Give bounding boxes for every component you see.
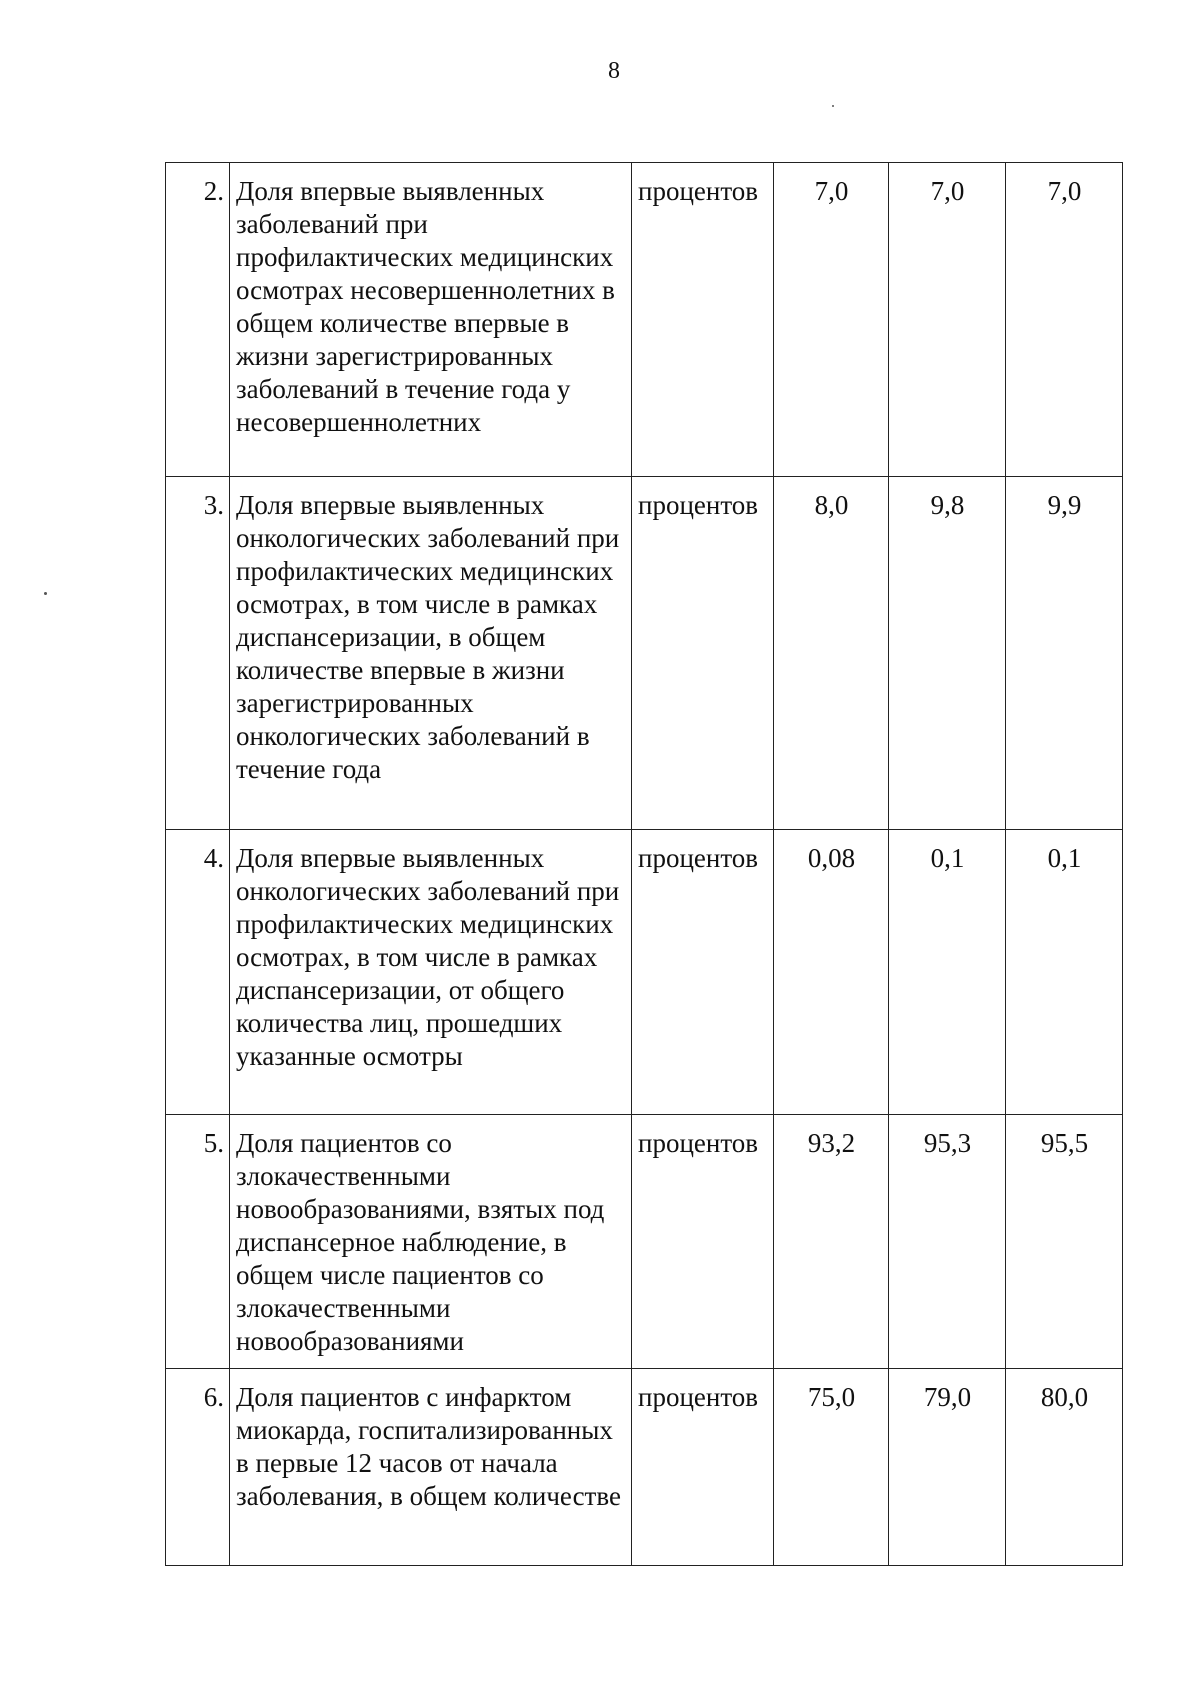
row-number: 3.	[166, 477, 230, 830]
indicator-name: Доля пациентов со злокачественными новообразованиями, взятых под диспансерное наблюдение, в общем числе пациентов со злокачественными новообразованиями	[230, 1115, 632, 1369]
row-number: 4.	[166, 830, 230, 1115]
unit-cell: процентов	[632, 477, 774, 830]
value-cell: 7,0	[774, 163, 889, 477]
indicator-name: Доля пациентов с инфарктом миокарда, госпитализированных в первые 12 часов от начала заболевания, в общем количестве	[230, 1369, 632, 1566]
scan-speck	[44, 592, 47, 595]
unit-cell: процентов	[632, 163, 774, 477]
indicator-name: Доля впервые выявленных онкологических заболеваний при профилактических медицинских осмотрах, в том числе в рамках диспансеризации, в общем количестве впервые в жизни зарегистрированных онкологических заболеваний в течение года	[230, 477, 632, 830]
indicator-name: Доля впервые выявленных онкологических заболеваний при профилактических медицинских осмотрах, в том числе в рамках диспансеризации, от общего количества лиц, прошедших указанные осмотры	[230, 830, 632, 1115]
unit-cell: процентов	[632, 1115, 774, 1369]
value-cell: 8,0	[774, 477, 889, 830]
indicators-table	[165, 162, 1123, 1566]
value-cell: 7,0	[889, 163, 1006, 477]
value-cell: 75,0	[774, 1369, 889, 1566]
table-row	[166, 163, 1123, 477]
value-cell: 9,8	[889, 477, 1006, 830]
table-row	[166, 830, 1123, 1115]
value-cell: 0,1	[889, 830, 1006, 1115]
unit-cell: процентов	[632, 1369, 774, 1566]
row-number: 6.	[166, 1369, 230, 1566]
value-cell: 0,08	[774, 830, 889, 1115]
row-number: 5.	[166, 1115, 230, 1369]
value-cell: 80,0	[1006, 1369, 1123, 1566]
value-cell: 79,0	[889, 1369, 1006, 1566]
value-cell: 7,0	[1006, 163, 1123, 477]
value-cell: 95,3	[889, 1115, 1006, 1369]
value-cell: 0,1	[1006, 830, 1123, 1115]
indicator-name: Доля впервые выявленных заболеваний при профилактических медицинских осмотрах несовершеннолетних в общем количестве впервые в жизни зарегистрированных заболеваний в течение года у несовершеннолетних	[230, 163, 632, 477]
page-number: 8	[608, 58, 620, 84]
value-cell: 95,5	[1006, 1115, 1123, 1369]
table-row	[166, 1115, 1123, 1369]
value-cell: 93,2	[774, 1115, 889, 1369]
value-cell: 9,9	[1006, 477, 1123, 830]
row-number: 2.	[166, 163, 230, 477]
table-row	[166, 1369, 1123, 1566]
scan-speck	[832, 105, 834, 107]
table-row	[166, 477, 1123, 830]
unit-cell: процентов	[632, 830, 774, 1115]
